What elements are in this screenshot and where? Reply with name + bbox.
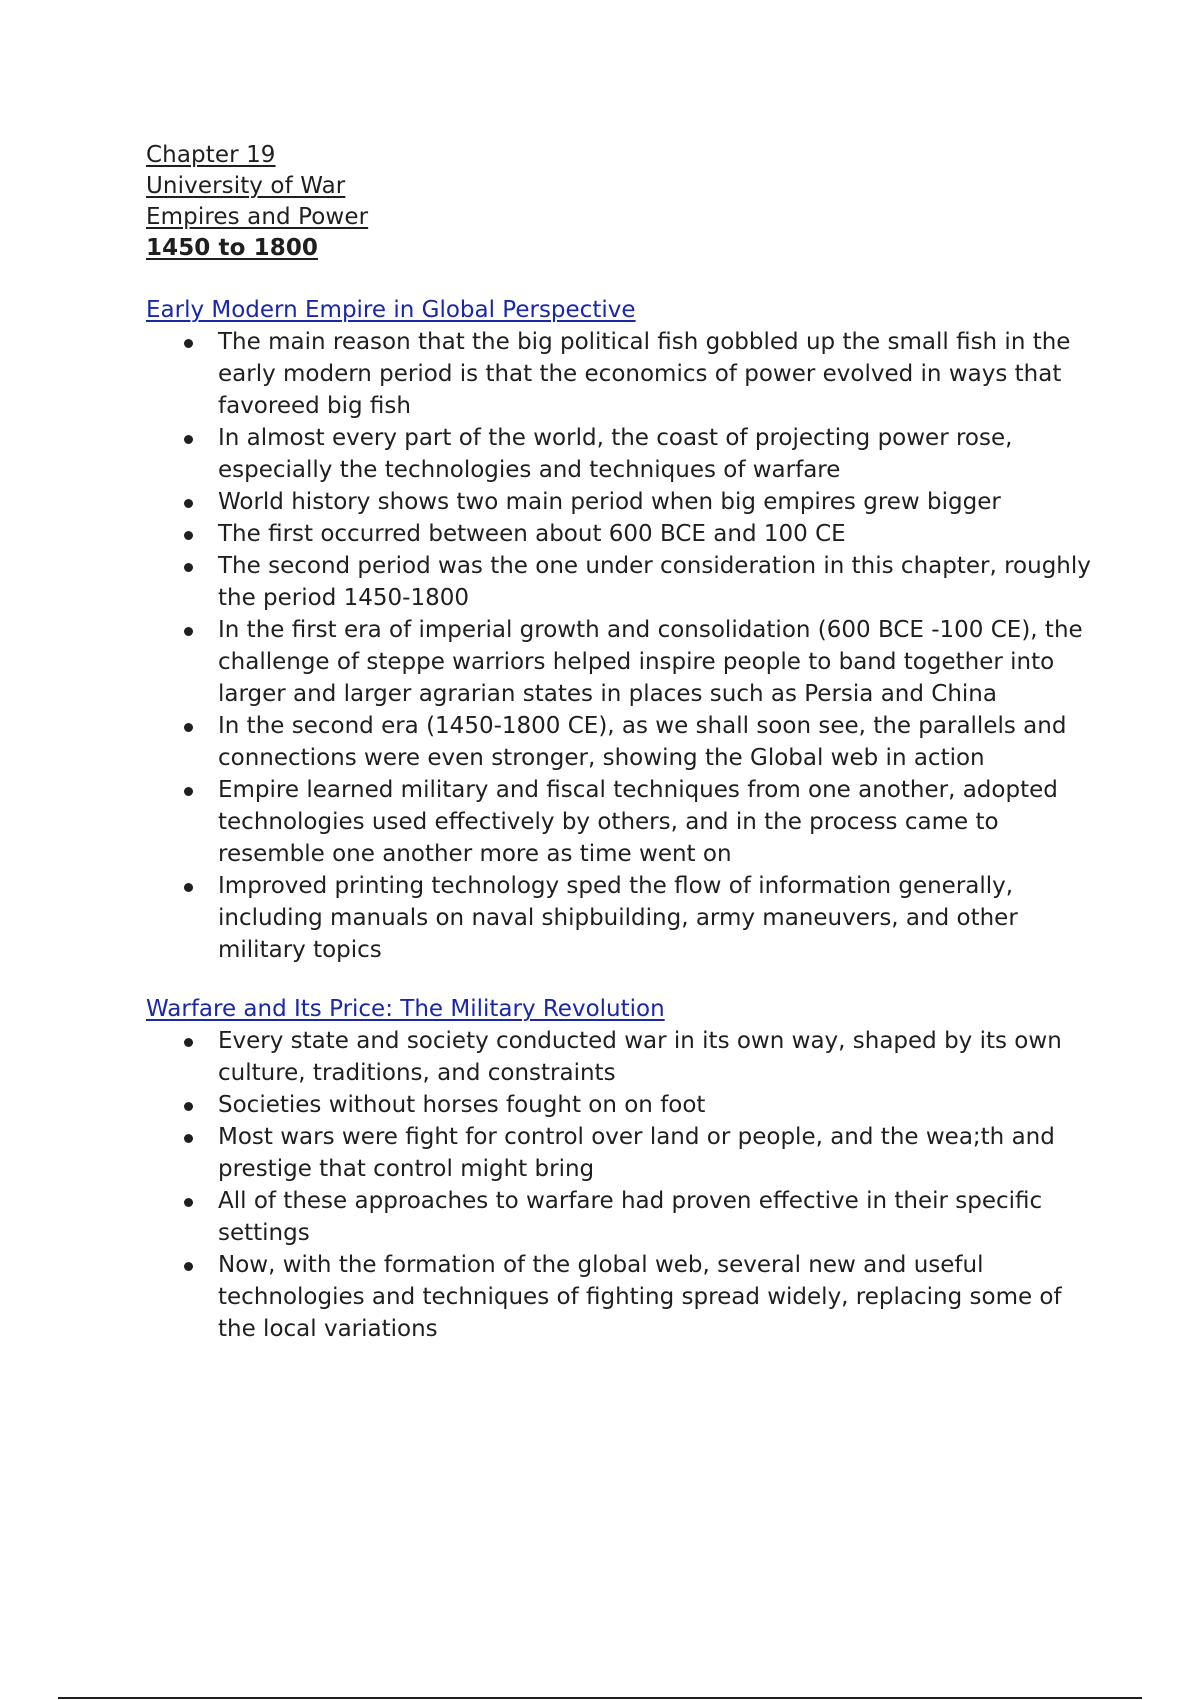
chapter-heading: Chapter 19 [146, 142, 276, 168]
list-item [218, 614, 1106, 710]
list-item [218, 422, 1106, 486]
list-item [218, 1185, 1106, 1249]
list-item [218, 518, 1106, 550]
bullet-list [146, 326, 1106, 966]
list-item [218, 710, 1106, 774]
unit-heading: University of War [146, 173, 346, 199]
bullet-icon [184, 1038, 193, 1047]
date-range-heading: 1450 to 1800 [146, 235, 319, 261]
bullet-icon [184, 627, 193, 636]
page-bottom-rule [58, 1697, 1142, 1699]
bullet-icon [184, 1134, 193, 1143]
list-item [218, 1249, 1106, 1345]
section-title-link[interactable]: Warfare and Its Price: The Military Revolution [146, 996, 665, 1022]
list-item [218, 1121, 1106, 1185]
section-title-link[interactable]: Early Modern Empire in Global Perspective [146, 297, 636, 323]
list-item-text: In the second era (1450-1800 CE), as we shall soon see, the parallels and connections were even stronger, showing the Global web in action [218, 713, 1067, 771]
list-item [218, 550, 1106, 614]
bullet-icon [184, 723, 193, 732]
list-item-text: All of these approaches to warfare had proven effective in their specific settings [218, 1188, 1043, 1246]
bullet-icon [184, 1102, 193, 1111]
list-item-text: The main reason that the big political fish gobbled up the small fish in the early modern period is that the economics of power evolved in ways that favoreed big fish [218, 329, 1071, 419]
list-item [218, 326, 1106, 422]
list-item-text: The second period was the one under consideration in this chapter, roughly the period 1450-1800 [218, 553, 1091, 611]
document-page [146, 140, 1106, 1345]
bullet-icon [184, 531, 193, 540]
bullet-icon [184, 787, 193, 796]
list-item [218, 1025, 1106, 1089]
list-item [218, 774, 1106, 870]
list-item [218, 870, 1106, 966]
list-item-text: Empire learned military and fiscal techniques from one another, adopted technologies used effectively by others, and in the process came to resemble one another more as time went on [218, 777, 1058, 867]
bullet-icon [184, 883, 193, 892]
list-item-text: The first occurred between about 600 BCE and 100 CE [218, 521, 846, 547]
list-item-text: Most wars were fight for control over land or people, and the wea;th and prestige that control might bring [218, 1124, 1055, 1182]
bullet-icon [184, 563, 193, 572]
section-military-revolution [146, 994, 1106, 1345]
list-item-text: Improved printing technology sped the flow of information generally, including manuals on naval shipbuilding, army maneuvers, and other military topics [218, 873, 1018, 963]
bullet-icon [184, 339, 193, 348]
document-header [146, 140, 1106, 264]
bullet-list [146, 1025, 1106, 1345]
list-item-text: In the first era of imperial growth and consolidation (600 BCE -100 CE), the challenge of steppe warriors helped inspire people to band together into larger and larger agrarian states in places such as Persia and China [218, 617, 1083, 707]
list-item [218, 1089, 1106, 1121]
bullet-icon [184, 499, 193, 508]
list-item-text: Every state and society conducted war in its own way, shaped by its own culture, traditions, and constraints [218, 1028, 1062, 1086]
list-item-text: World history shows two main period when big empires grew bigger [218, 489, 1001, 515]
topic-heading: Empires and Power [146, 204, 369, 230]
bullet-icon [184, 435, 193, 444]
list-item-text: In almost every part of the world, the coast of projecting power rose, especially the technologies and techniques of warfare [218, 425, 1013, 483]
section-early-modern-empire [146, 295, 1106, 966]
list-item [218, 486, 1106, 518]
bullet-icon [184, 1262, 193, 1271]
list-item-text: Societies without horses fought on on foot [218, 1092, 706, 1118]
bullet-icon [184, 1198, 193, 1207]
list-item-text: Now, with the formation of the global web, several new and useful technologies and techniques of fighting spread widely, replacing some of the local variations [218, 1252, 1062, 1342]
